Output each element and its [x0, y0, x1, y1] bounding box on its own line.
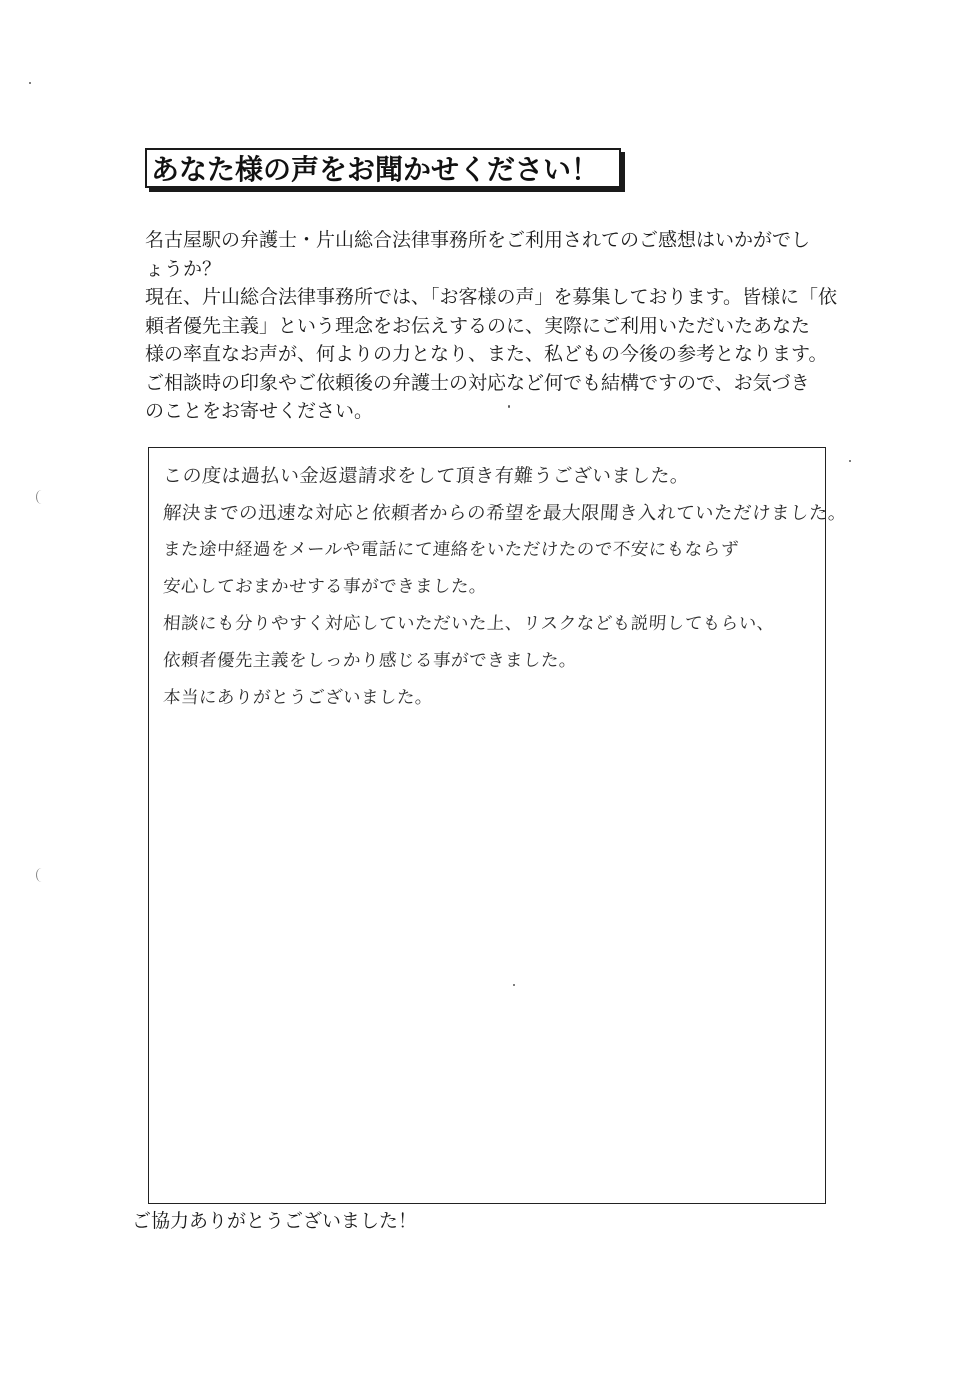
handwritten-line: 依頼者優先主義をしっかり感じる事ができました。: [162, 651, 578, 671]
intro-line: 様の率直なお声が、何よりの力となり、また、私どもの今後の参考となります。: [145, 343, 828, 365]
page-title: あなた様の声をお聞かせください！: [151, 153, 600, 186]
handwritten-line: 安心しておまかせする事ができました。: [162, 577, 488, 597]
scan-speck: [29, 82, 31, 84]
scan-mark: [36, 490, 47, 504]
handwritten-response: [162, 458, 848, 717]
handwritten-line: 解決までの迅速な対応と依頼者からの希望を最大限聞き入れていただけました。: [162, 503, 848, 524]
intro-line: 頼者優先主義」という理念をお伝えするのに、実際にご利用いただいたあなた: [145, 314, 811, 337]
scan-speck: [508, 405, 510, 408]
intro-line: ご相談時の印象やご依頼後の弁護士の対応など何でも結構ですので、お気づき: [145, 371, 810, 394]
handwritten-line: 相談にも分りやすく対応していただいた上、リスクなども説明してもらい、: [162, 614, 776, 634]
handwritten-line: この度は過払い金返還請求をして頂き有難うございました。: [162, 465, 691, 487]
handwritten-line: また途中経過をメールや電話にて連絡をいただけたので不安にもならず: [162, 540, 740, 560]
footer-thanks: ご協力ありがとうございました！: [132, 1210, 418, 1232]
scan-speck: [849, 460, 851, 462]
title-box: [145, 148, 621, 188]
scan-speck: [513, 984, 515, 986]
scan-mark: [36, 868, 47, 882]
intro-line: のことをお寄せください。: [145, 400, 374, 422]
intro-text: [145, 226, 850, 426]
handwritten-response-box: [148, 447, 848, 1204]
handwritten-line: 本当にありがとうございました。: [162, 688, 434, 708]
intro-line: ょうか？: [145, 257, 222, 280]
intro-line: 名古屋駅の弁護士・片山総合法律事務所をご利用されてのご感想はいかがでし: [145, 229, 811, 251]
intro-line: 現在、片山総合法律事務所では、「お客様の声」を募集しております。皆様に「依: [145, 286, 837, 308]
